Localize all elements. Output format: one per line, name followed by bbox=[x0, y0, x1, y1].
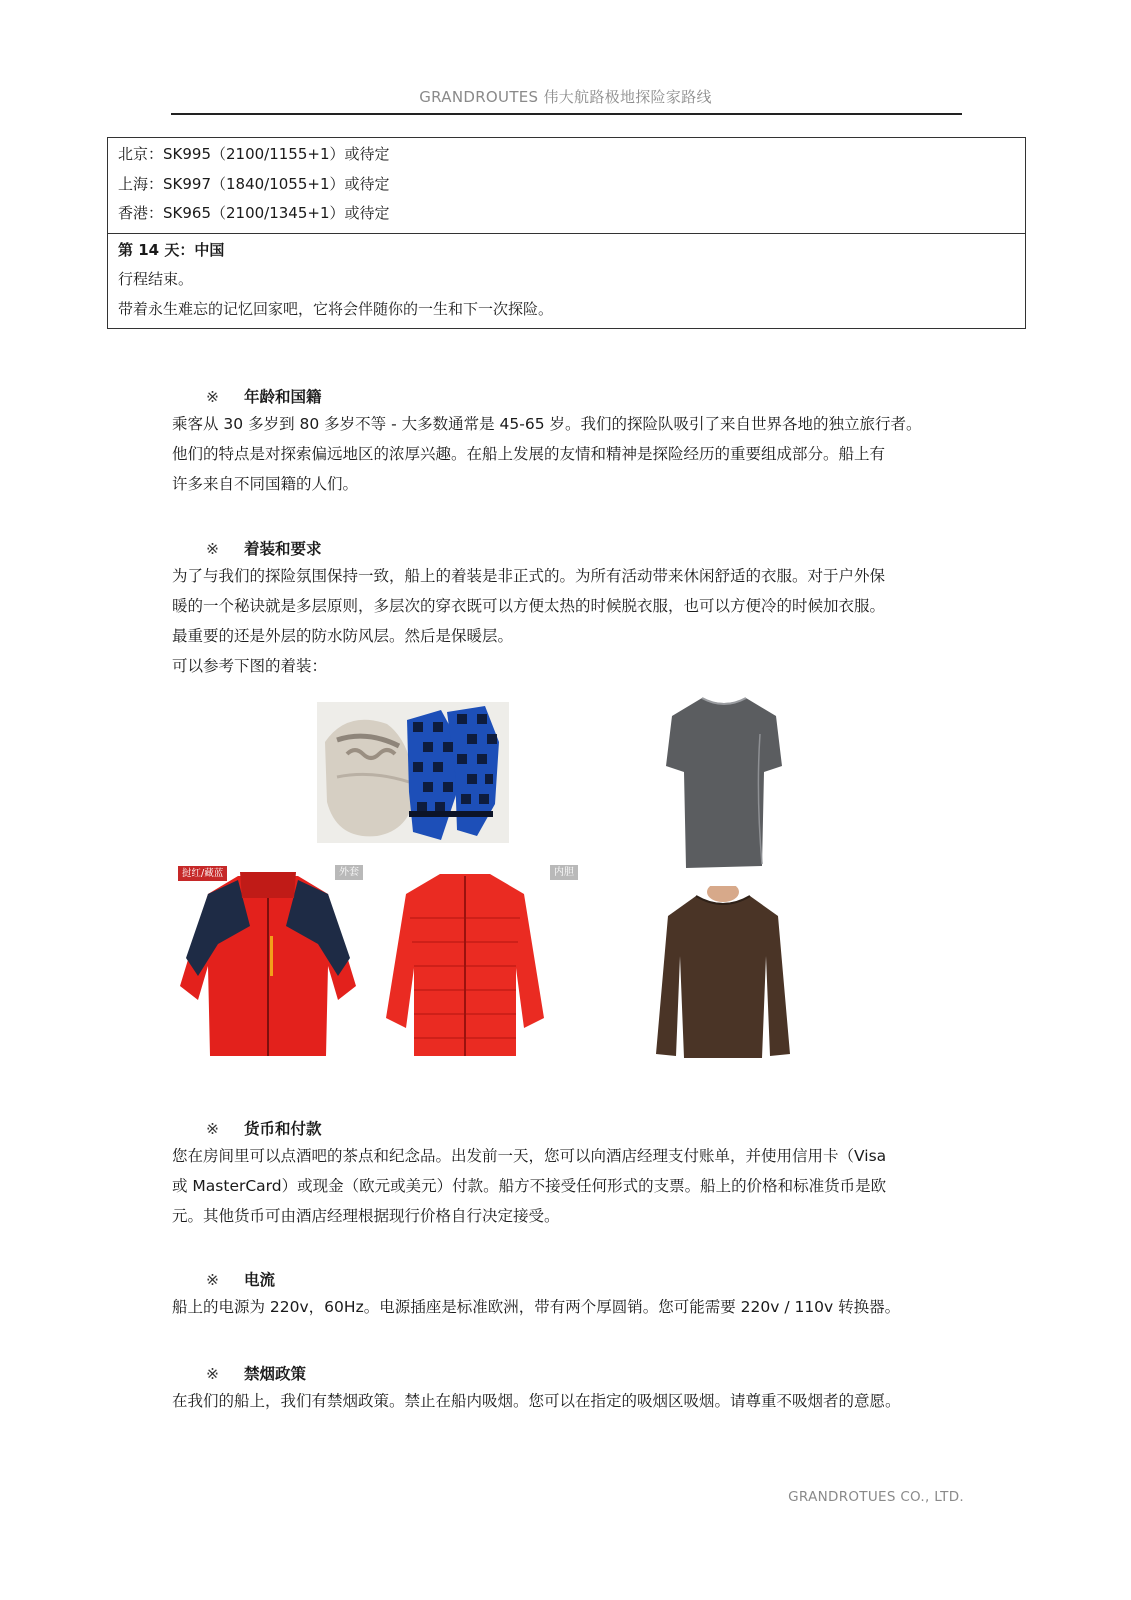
header-rule bbox=[171, 113, 962, 115]
section-heading-age bbox=[206, 385, 322, 407]
hat-and-gloves-photo bbox=[317, 702, 509, 843]
red-down-jacket-photo bbox=[384, 868, 546, 1062]
paragraph-line: 许多来自不同国籍的人们。 bbox=[172, 475, 359, 493]
section-title: 着装和要求 bbox=[244, 540, 322, 558]
day14-line: 带着永生难忘的记忆回家吧，它将会伴随你的一生和下一次探险。 bbox=[118, 299, 554, 318]
paragraph-age bbox=[172, 409, 972, 499]
tshirt-illustration bbox=[664, 694, 784, 872]
paragraph-line: 或 MasterCard）或现金（欧元或美元）付款。船方不接受任何形式的支票。船上的价格和标准货币是欧 bbox=[172, 1177, 887, 1195]
down-jacket-illustration bbox=[384, 868, 546, 1062]
day14-title: 第 14 天：中国 bbox=[118, 240, 225, 259]
section-heading-currency bbox=[206, 1117, 322, 1139]
section-title: 年龄和国籍 bbox=[244, 388, 322, 406]
hat-and-gloves-illustration bbox=[317, 702, 509, 843]
reference-mark: ※ bbox=[206, 1365, 219, 1383]
flight-cell bbox=[108, 138, 1025, 233]
color-tag: 挝红/藏蓝 bbox=[178, 866, 227, 881]
section-heading-dress bbox=[206, 537, 322, 559]
itinerary-table bbox=[107, 137, 1026, 329]
reference-mark: ※ bbox=[206, 388, 219, 406]
paragraph-power bbox=[172, 1292, 972, 1322]
inner-layer-label: 内胆 bbox=[550, 865, 578, 880]
paragraph-line: 暖的一个秘诀就是多层原则，多层次的穿衣既可以方便太热的时候脱衣服，也可以方便冷的时候加衣服。 bbox=[172, 597, 886, 615]
header-title: GRANDROUTES 伟大航路极地探险家路线 bbox=[419, 88, 712, 106]
paragraph-line: 最重要的还是外层的防水防风层。然后是保暖层。 bbox=[172, 627, 514, 645]
section-heading-power bbox=[206, 1268, 275, 1290]
section-title: 电流 bbox=[244, 1271, 276, 1289]
section-heading-smoking bbox=[206, 1362, 306, 1384]
reference-mark: ※ bbox=[206, 1120, 219, 1138]
paragraph-line: 他们的特点是对探索偏远地区的浓厚兴趣。在船上发展的友情和精神是探险经历的重要组成部分。船上有 bbox=[172, 445, 886, 463]
section-title: 禁烟政策 bbox=[244, 1365, 307, 1383]
flight-shanghai: 上海：SK997（1840/1055+1）或待定 bbox=[118, 174, 390, 193]
flight-hongkong: 香港：SK965（2100/1345+1）或待定 bbox=[118, 204, 390, 222]
paragraph-currency bbox=[172, 1141, 972, 1231]
outer-layer-label: 外套 bbox=[335, 865, 363, 880]
paragraph-dress bbox=[172, 561, 972, 681]
longsleeve-illustration bbox=[654, 886, 792, 1064]
brown-longsleeve-photo bbox=[654, 886, 792, 1064]
paragraph-line: 为了与我们的探险氛围保持一致，船上的着装是非正式的。为所有活动带来休闲舒适的衣服。对于户外保 bbox=[172, 567, 886, 585]
paragraph-line: 乘客从 30 多岁到 80 多岁不等 - 大多数通常是 45-65 岁。我们的探险队吸引了来自世界各地的独立旅行者。 bbox=[172, 415, 922, 433]
footer-company: GRANDROTUES CO., LTD. bbox=[788, 1489, 964, 1505]
paragraph-line: 船上的电源为 220v，60Hz。电源插座是标准欧洲，带有两个厚圆销。您可能需要 220v / 110v 转换器。 bbox=[172, 1298, 901, 1316]
red-parka-photo bbox=[178, 866, 358, 1062]
paragraph-line: 可以参考下图的着装： bbox=[172, 657, 328, 675]
paragraph-line: 元。其他货币可由酒店经理根据现行价格自行决定接受。 bbox=[172, 1207, 560, 1225]
gray-tshirt-photo bbox=[664, 694, 784, 872]
paragraph-line: 在我们的船上，我们有禁烟政策。禁止在船内吸烟。您可以在指定的吸烟区吸烟。请尊重不吸烟者的意愿。 bbox=[172, 1392, 901, 1410]
paragraph-line: 您在房间里可以点酒吧的茶点和纪念品。出发前一天，您可以向酒店经理支付账单，并使用信用卡（Visa bbox=[172, 1147, 887, 1165]
reference-mark: ※ bbox=[206, 540, 219, 558]
flight-beijing: 北京：SK995（2100/1155+1）或待定 bbox=[118, 145, 390, 163]
section-title: 货币和付款 bbox=[244, 1120, 322, 1138]
day14-cell bbox=[108, 233, 1025, 329]
day14-line: 行程结束。 bbox=[118, 270, 194, 288]
parka-illustration bbox=[178, 866, 358, 1062]
paragraph-smoking bbox=[172, 1386, 972, 1416]
reference-mark: ※ bbox=[206, 1271, 219, 1289]
